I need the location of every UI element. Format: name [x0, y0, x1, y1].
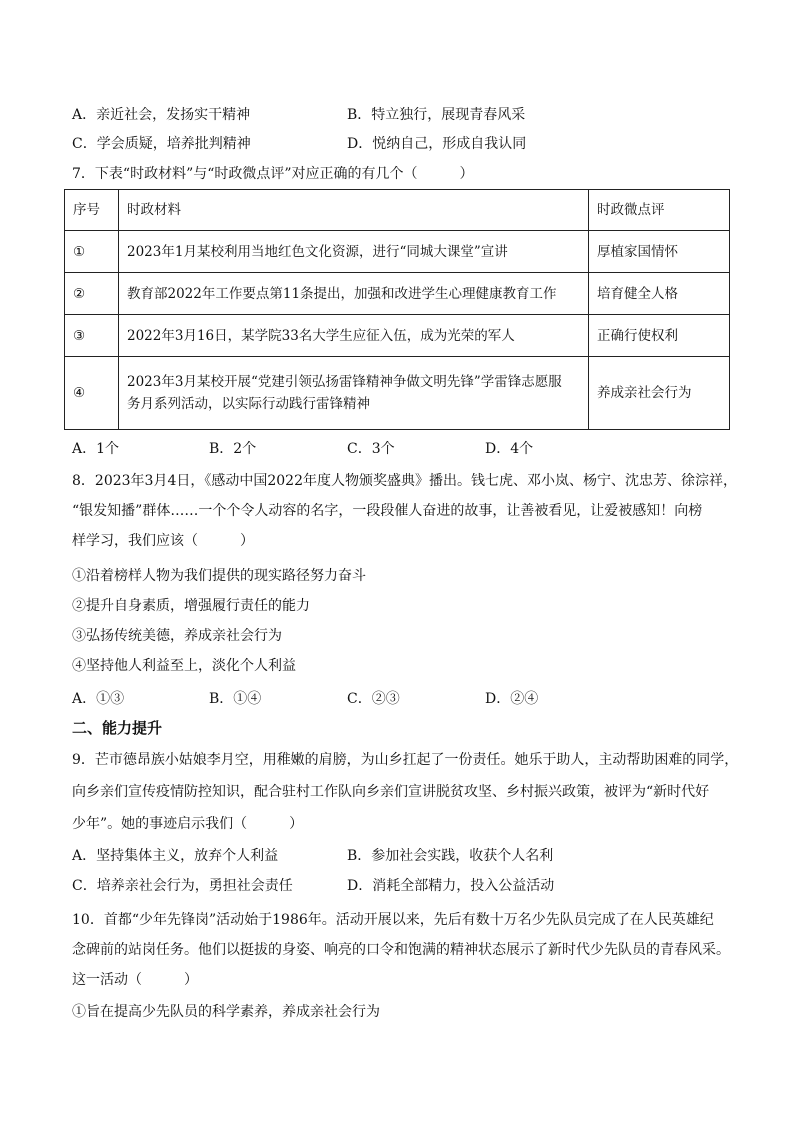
q8-option-b: B．①④: [209, 691, 262, 707]
q8-item-4: ④坚持他人利益至上，淡化个人利益: [72, 658, 296, 674]
q7-option-c: C．3个: [347, 441, 395, 457]
q7-stem: 7．下表“时政材料”与“时政微点评”对应正确的有几个（ ）: [72, 166, 474, 182]
q7-table: [64, 189, 730, 430]
q8-stem-line1: 8．2023年3月4日，《感动中国2022年度人物颁奖盛典》播出。钱七虎、邓小岚、杨宁、沈忠芳、徐淙祥，: [72, 473, 737, 489]
q8-stem-line3: 样学习，我们应该（ ）: [72, 533, 254, 549]
row-number: ④: [65, 357, 119, 430]
table-row: [65, 273, 730, 315]
row-material: 教育部2022年工作要点第11条提出，加强和改进学生心理健康教育工作: [119, 273, 589, 315]
q9-option-d: D．消耗全部精力，投入公益活动: [347, 878, 555, 894]
header-comment: 时政微点评: [589, 190, 730, 231]
table-row: [65, 357, 730, 430]
q9-option-b: B．参加社会实践，收获个人名利: [347, 848, 554, 864]
q8-option-c: C．②③: [347, 691, 400, 707]
q9-option-c: C．培养亲社会行为，勇担社会责任: [72, 878, 293, 894]
table-row: [65, 315, 730, 357]
q8-stem-line2: “银发知播”群体……一个个令人动容的名字，一段段催人奋进的故事，让善被看见，让爱被感知！向榜: [72, 503, 703, 519]
q6-option-c: C．学会质疑，培养批判精神: [72, 136, 251, 152]
q9-stem-line3: 少年”。她的事迹启示我们（ ）: [72, 816, 304, 832]
q7-option-d: D．4个: [485, 441, 534, 457]
q7-option-b: B．2个: [209, 441, 257, 457]
q8-item-1: ①沿着榜样人物为我们提供的现实路径努力奋斗: [72, 568, 366, 584]
row-comment: 厚植家国情怀: [589, 231, 730, 273]
row-material: 2022年3月16日，某学院33名大学生应征入伍，成为光荣的军人: [119, 315, 589, 357]
row-comment: 培育健全人格: [589, 273, 730, 315]
q8-item-3: ③弘扬传统美德，养成亲社会行为: [72, 628, 282, 644]
row-material-line2: 务月系列活动，以实际行动践行雷锋精神: [127, 396, 370, 412]
q8-item-2: ②提升自身素质，增强履行责任的能力: [72, 598, 310, 614]
table-row: [65, 231, 730, 273]
q10-item-1: ①旨在提高少先队员的科学素养，养成亲社会行为: [72, 1004, 380, 1020]
row-material: 2023年1月某校利用当地红色文化资源，进行“同城大课堂”宣讲: [119, 231, 589, 273]
q9-stem-line1: 9．芒市德昂族小姑娘李月空，用稚嫩的肩膀，为山乡扛起了一份责任。她乐于助人，主动帮助困难的同学，: [72, 752, 739, 768]
header-number: 序号: [65, 190, 119, 231]
table-header-row: [65, 190, 730, 231]
q8-option-a: A．①③: [72, 691, 125, 707]
header-material: 时政材料: [119, 190, 589, 231]
row-comment: 养成亲社会行为: [589, 357, 730, 430]
q6-option-d: D．悦纳自己，形成自我认同: [347, 136, 527, 152]
section-title: 二、能力提升: [72, 719, 163, 737]
q10-stem-line1: 10．首都“少年先锋岗”活动始于1986年。活动开展以来，先后有数十万名少先队员完成了在人民英雄纪: [72, 912, 714, 928]
q8-option-d: D．②④: [485, 691, 539, 707]
q10-stem-line3: 这一活动（ ）: [72, 972, 198, 988]
q9-option-a: A．坚持集体主义，放弃个人利益: [72, 848, 279, 864]
row-material-line1: 2023年3月某校开展“党建引领弘扬雷锋精神争做文明先锋”学雷锋志愿服: [127, 374, 562, 390]
row-number: ③: [65, 315, 119, 357]
q6-option-b: B．特立独行，展现青春风采: [347, 107, 526, 123]
q7-option-a: A．1个: [72, 441, 120, 457]
row-number: ①: [65, 231, 119, 273]
row-material: [119, 357, 589, 430]
q9-stem-line2: 向乡亲们宣传疫情防控知识，配合驻村工作队向乡亲们宣讲脱贫攻坚、乡村振兴政策，被评为“新时代好: [72, 784, 710, 800]
row-number: ②: [65, 273, 119, 315]
q6-option-a: A．亲近社会，发扬实干精神: [72, 107, 251, 123]
row-comment: 正确行使权利: [589, 315, 730, 357]
q10-stem-line2: 念碑前的站岗任务。他们以挺拔的身姿、响亮的口令和饱满的精神状态展示了新时代少先队员的青春风采。: [72, 942, 730, 958]
